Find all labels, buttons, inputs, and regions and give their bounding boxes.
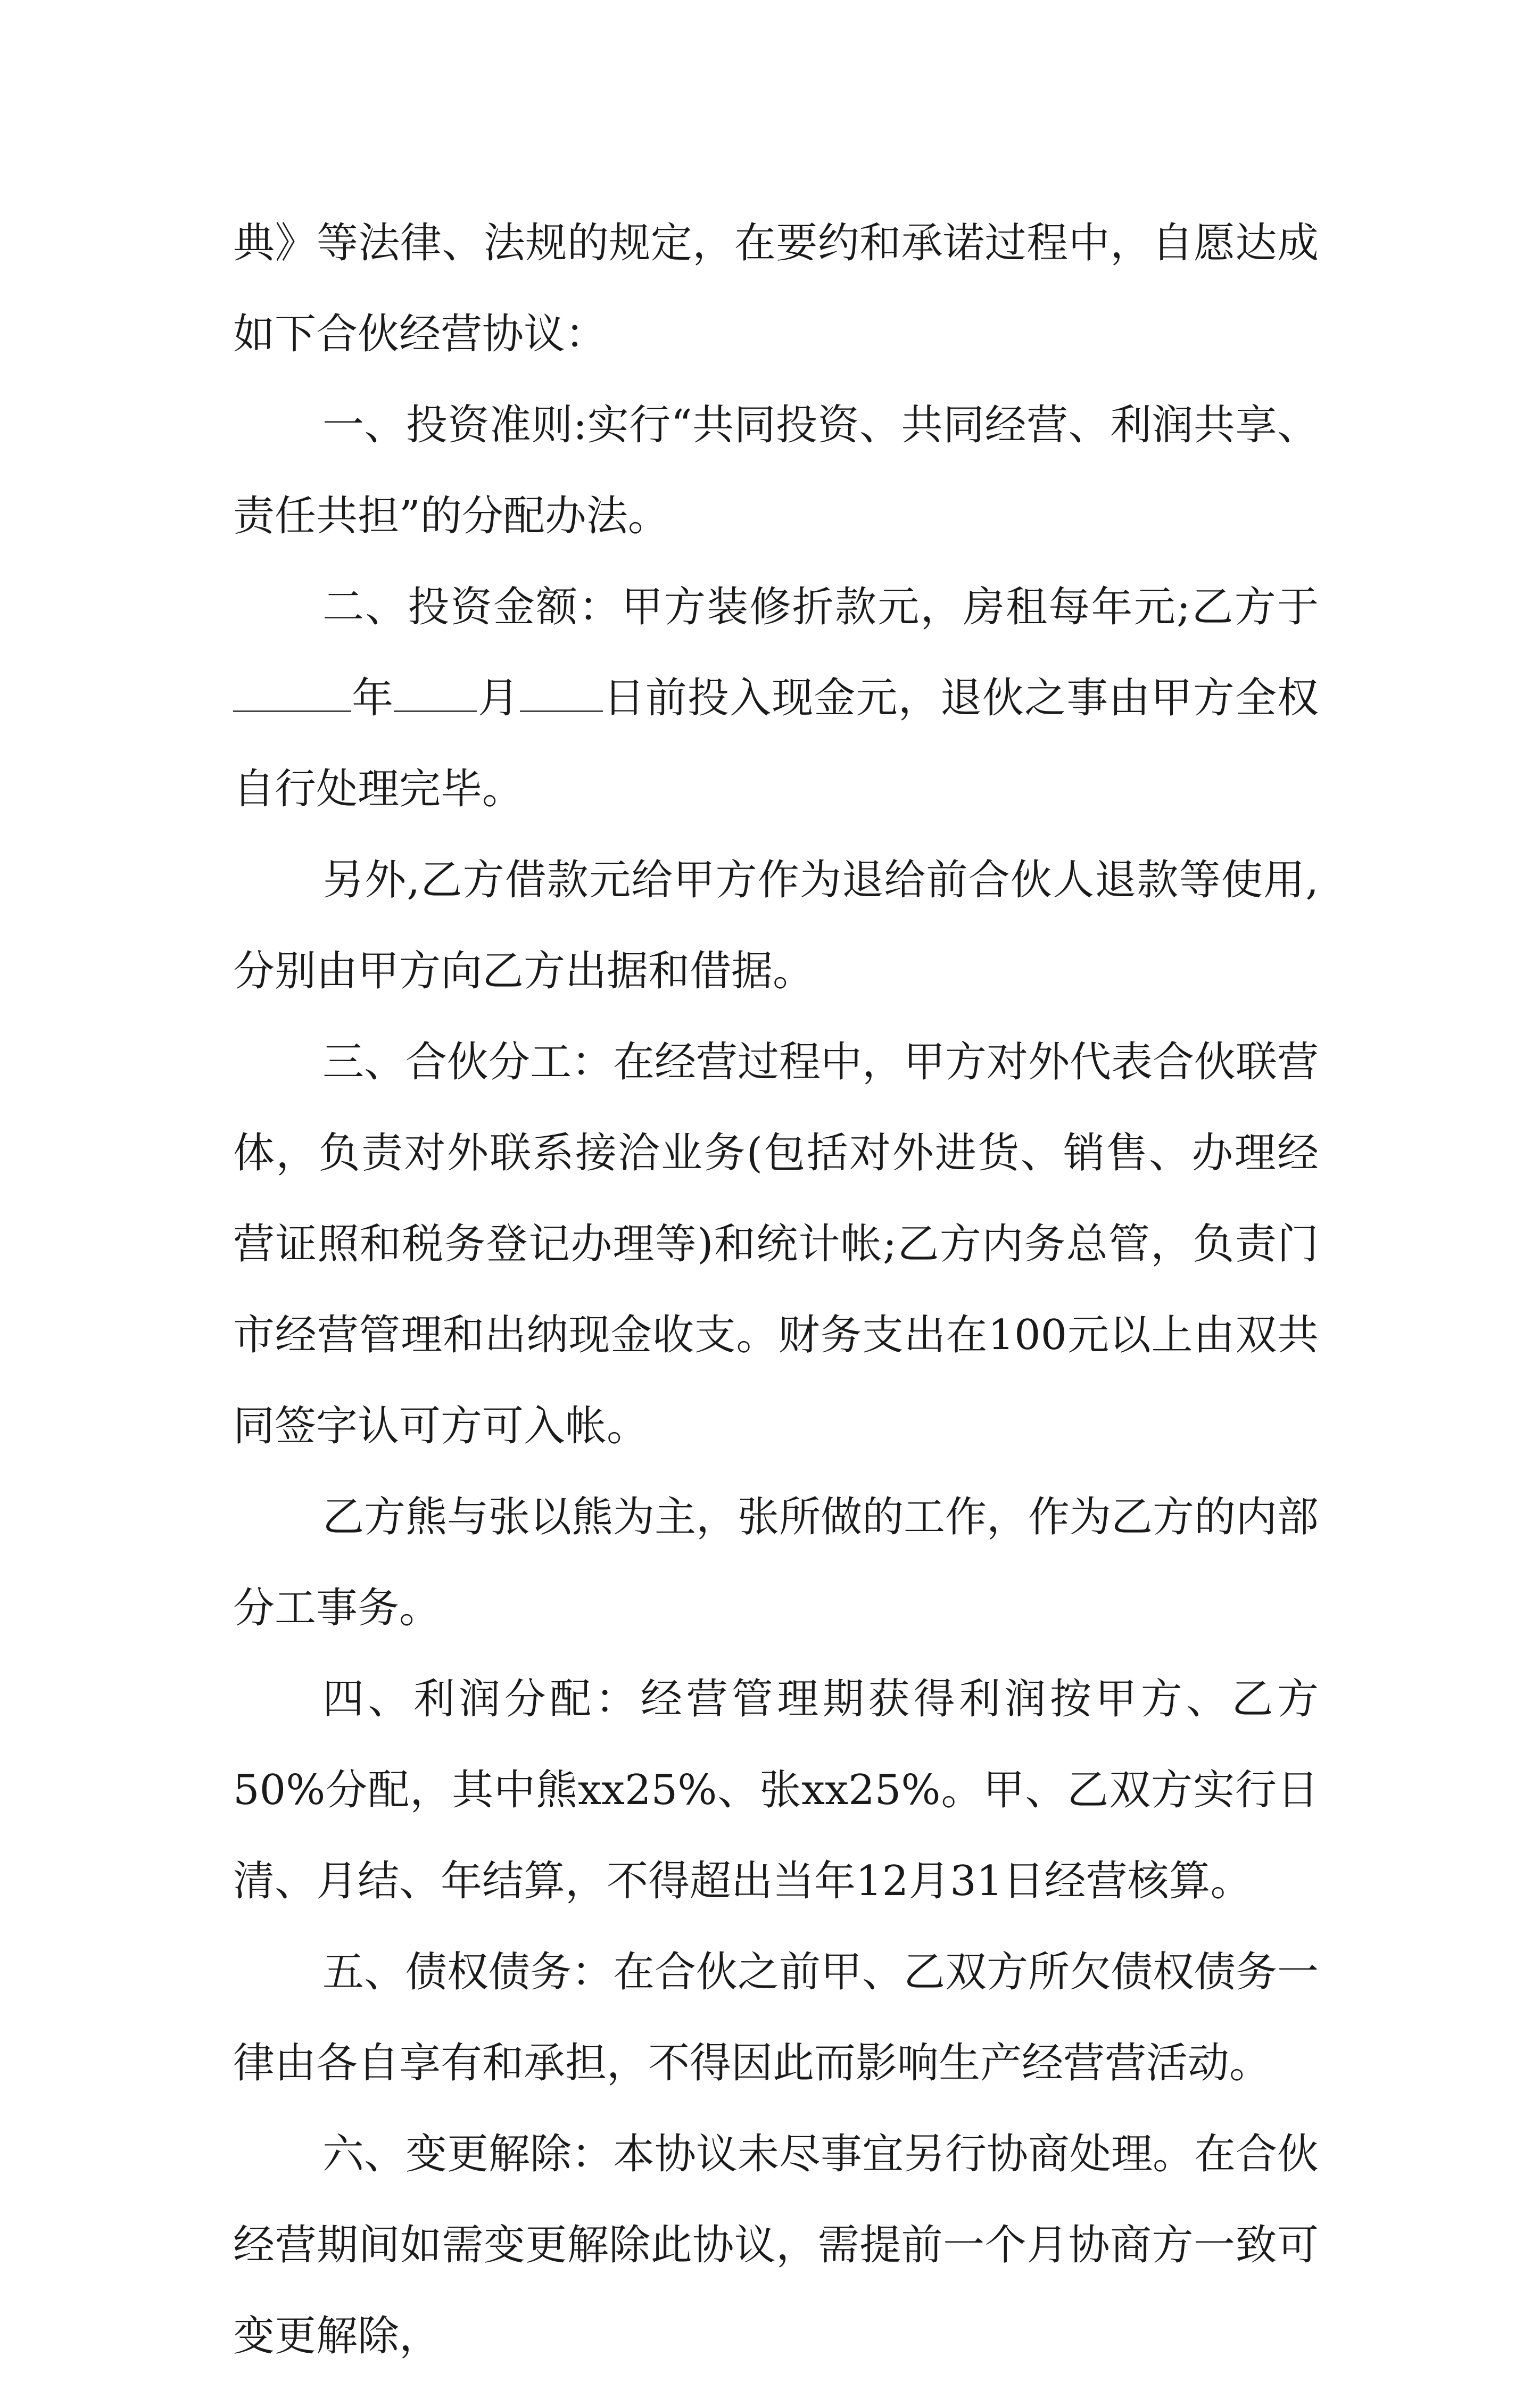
document-body [233, 198, 1319, 2382]
investment-amount-text-b: 日前投入现金元，退伙之事由甲方全权自行处理完毕。 [233, 674, 1319, 813]
profit-distribution-paragraph: 四、利润分配：经营管理期获得利润按甲方、乙方50%分配，其中熊xx25%、张xx25%。甲、乙双方实行日清、月结、年结算，不得超出当年12月31日经营核算。 [233, 1675, 1319, 1905]
investment-amount-text-a: 二、投资金额：甲方装修折款元，房租每年元;乙方于 [322, 583, 1319, 631]
investment-amount-paragraph [233, 562, 1319, 835]
change-termination-paragraph: 六、变更解除：本协议未尽事宜另行协商处理。在合伙经营期间如需变更解除此协议，需提前一个月协商方一致可变更解除， [233, 2130, 1319, 2360]
debt-paragraph: 五、债权债务：在合伙之前甲、乙双方所欠债权债务一律由各自享有和承担，不得因此而影响生产经营营活动。 [233, 1948, 1319, 2087]
investment-principle-paragraph: 一、投资准则:实行“共同投资、共同经营、利润共享、责任共担”的分配办法。 [233, 401, 1319, 540]
loan-paragraph: 另外,乙方借款元给甲方作为退给前合伙人退款等使用,分别由甲方向乙方出据和借据。 [233, 856, 1319, 995]
division-of-labor-paragraph: 三、合伙分工：在经营过程中，甲方对外代表合伙联营体，负责对外联系接洽业务(包括对外进货、销售、办理经营证照和税务登记办理等)和统计帐;乙方内务总管，负责门市经营管理和出纳现金收支。财务支出在100元以上由双共同签字认可方可入帐。 [233, 1038, 1319, 1450]
year-label: 年 [351, 674, 394, 722]
day-blank [520, 673, 603, 712]
internal-division-paragraph: 乙方熊与张以熊为主，张所做的工作，作为乙方的内部分工事务。 [233, 1493, 1319, 1632]
intro-paragraph: 典》等法律、法规的规定，在要约和承诺过程中，自愿达成如下合伙经营协议： [233, 219, 1319, 358]
month-blank [394, 673, 477, 712]
year-blank [233, 673, 351, 712]
month-label: 月 [477, 674, 520, 722]
